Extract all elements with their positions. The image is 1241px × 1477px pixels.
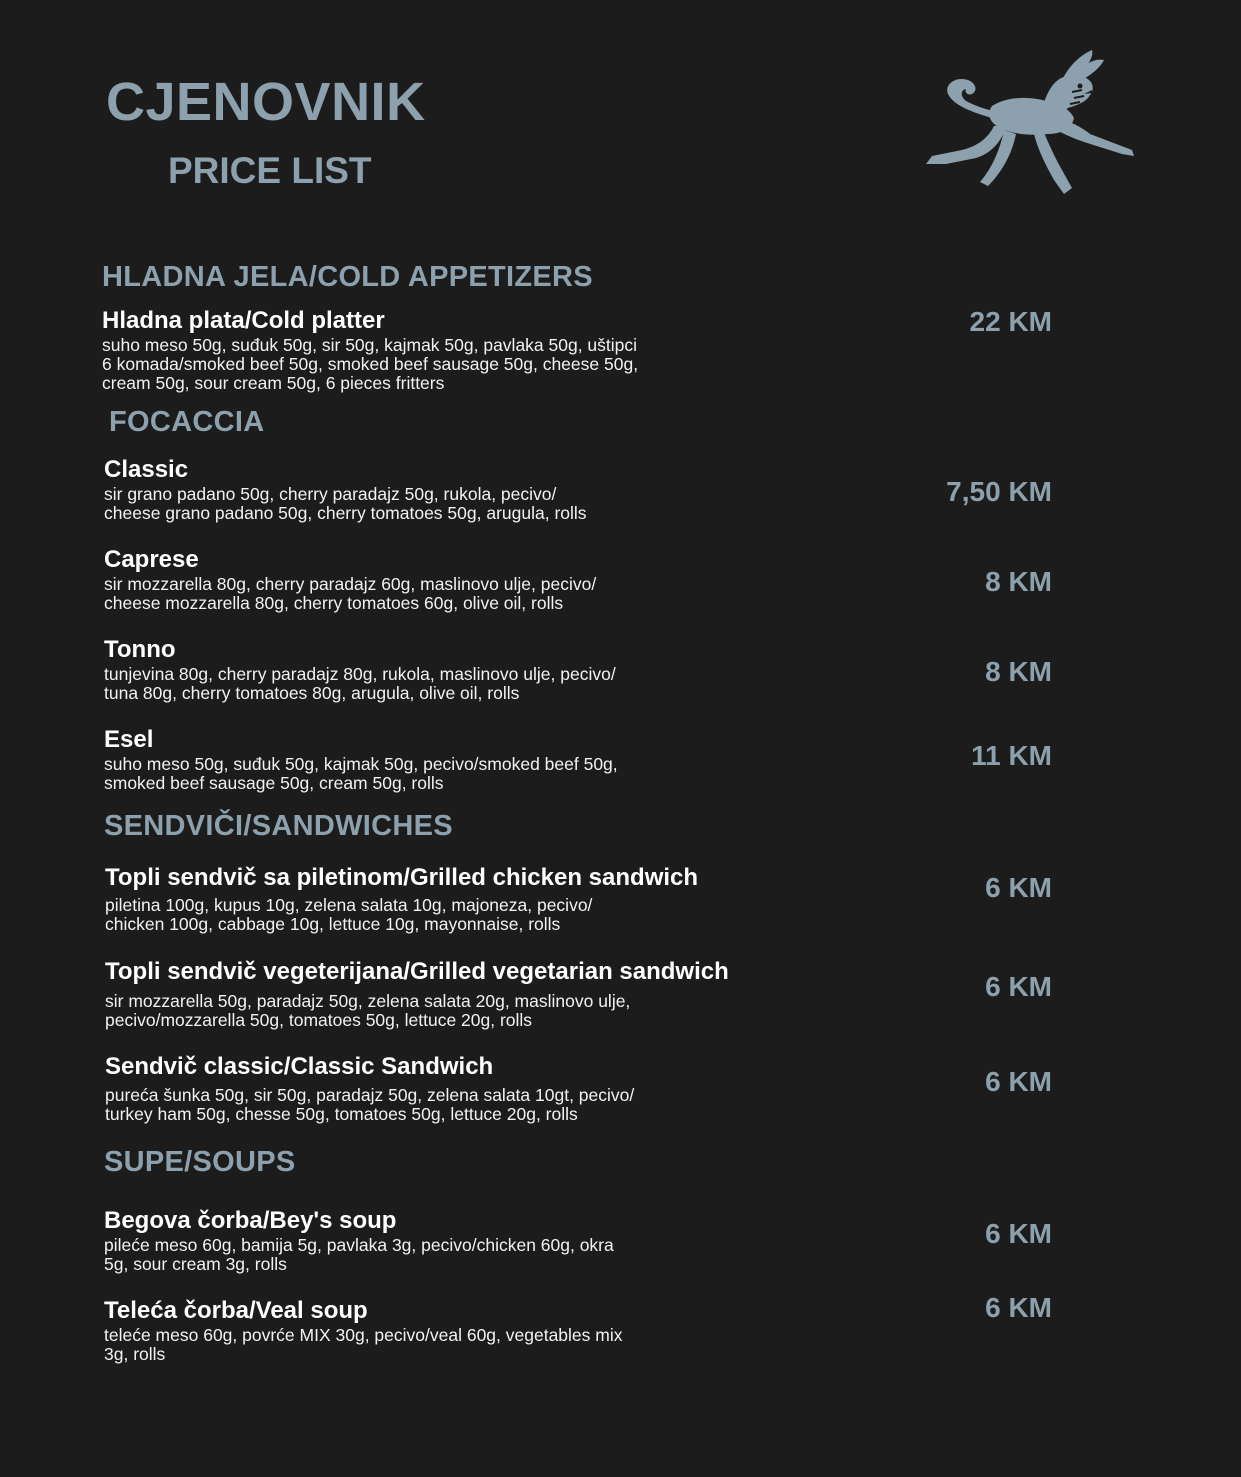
item-price-classic: 7,50 KM bbox=[946, 476, 1052, 507]
section-title-soups: SUPE/SOUPS bbox=[104, 1146, 296, 1178]
section-title-sandwiches: SENDVIČI/SANDWICHES bbox=[104, 810, 453, 842]
item-desc-grilled-chicken-sandwich: piletina 100g, kupus 10g, zelena salata 10g, majoneza, pecivo/ chicken 100g, cabbage 10g, lettuce 10g, mayonnaise, rolls bbox=[105, 895, 593, 934]
item-name-grilled-vegetarian-sandwich: Topli sendvič vegeterijana/Grilled vegetarian sandwich bbox=[105, 958, 729, 985]
donkey-icon bbox=[922, 46, 1136, 198]
item-price-grilled-vegetarian-sandwich: 6 KM bbox=[985, 971, 1052, 1002]
section-title-cold-appetizers: HLADNA JELA/COLD APPETIZERS bbox=[102, 261, 593, 293]
item-price-classic-sandwich: 6 KM bbox=[985, 1066, 1052, 1097]
item-desc-beys-soup: pileće meso 60g, bamija 5g, pavlaka 3g, pecivo/chicken 60g, okra 5g, sour cream 3g, rolls bbox=[104, 1235, 614, 1274]
item-name-classic-sandwich: Sendvič classic/Classic Sandwich bbox=[105, 1053, 494, 1080]
item-name-cold-platter: Hladna plata/Cold platter bbox=[102, 307, 385, 334]
item-price-tonno: 8 KM bbox=[985, 656, 1052, 687]
item-name-classic: Classic bbox=[104, 456, 189, 483]
item-price-beys-soup: 6 KM bbox=[985, 1218, 1052, 1249]
item-name-tonno: Tonno bbox=[104, 636, 176, 663]
item-price-caprese: 8 KM bbox=[985, 566, 1052, 597]
item-desc-grilled-vegetarian-sandwich: sir mozzarella 50g, paradajz 50g, zelena salata 20g, maslinovo ulje, pecivo/mozzarella 50g, tomatoes 50g, lettuce 20g, rolls bbox=[105, 991, 631, 1030]
item-desc-caprese: sir mozzarella 80g, cherry paradajz 60g, maslinovo ulje, pecivo/ cheese mozzarella 80g, cherry tomatoes 60g, olive oil, rolls bbox=[104, 574, 597, 613]
page-subtitle: PRICE LIST bbox=[168, 150, 372, 191]
item-desc-veal-soup: teleće meso 60g, povrće MIX 30g, pecivo/veal 60g, vegetables mix 3g, rolls bbox=[104, 1325, 623, 1364]
item-desc-classic: sir grano padano 50g, cherry paradajz 50g, rukola, pecivo/ cheese grano padano 50g, cherry tomatoes 50g, arugula, rolls bbox=[104, 484, 587, 523]
item-desc-cold-platter: suho meso 50g, suđuk 50g, sir 50g, kajmak 50g, pavlaka 50g, uštipci 6 komada/smoked beef 50g, smoked beef sausage 50g, cheese 50g, cream 50g, sour cream 50g, 6 pieces fritters bbox=[102, 335, 639, 393]
item-price-grilled-chicken-sandwich: 6 KM bbox=[985, 872, 1052, 903]
item-desc-tonno: tunjevina 80g, cherry paradajz 80g, rukola, maslinovo ulje, pecivo/ tuna 80g, cherry tomatoes 80g, arugula, olive oil, rolls bbox=[104, 664, 616, 703]
item-desc-esel: suho meso 50g, suđuk 50g, kajmak 50g, pecivo/smoked beef 50g, smoked beef sausage 50g, cream 50g, rolls bbox=[104, 754, 618, 793]
item-name-caprese: Caprese bbox=[104, 546, 199, 573]
item-price-cold-platter: 22 KM bbox=[969, 306, 1052, 337]
section-title-focaccia: FOCACCIA bbox=[109, 406, 265, 438]
item-name-beys-soup: Begova čorba/Bey's soup bbox=[104, 1207, 397, 1234]
item-name-grilled-chicken-sandwich: Topli sendvič sa piletinom/Grilled chicken sandwich bbox=[105, 864, 699, 891]
item-desc-classic-sandwich: pureća šunka 50g, sir 50g, paradajz 50g, zelena salata 10gt, pecivo/ turkey ham 50g, chesse 50g, tomatoes 50g, lettuce 20g, rolls bbox=[105, 1085, 635, 1124]
page-title: CJENOVNIK bbox=[106, 72, 426, 132]
item-name-veal-soup: Teleća čorba/Veal soup bbox=[104, 1297, 368, 1324]
item-price-veal-soup: 6 KM bbox=[985, 1292, 1052, 1323]
item-name-esel: Esel bbox=[104, 726, 154, 753]
item-price-esel: 11 KM bbox=[971, 740, 1052, 771]
